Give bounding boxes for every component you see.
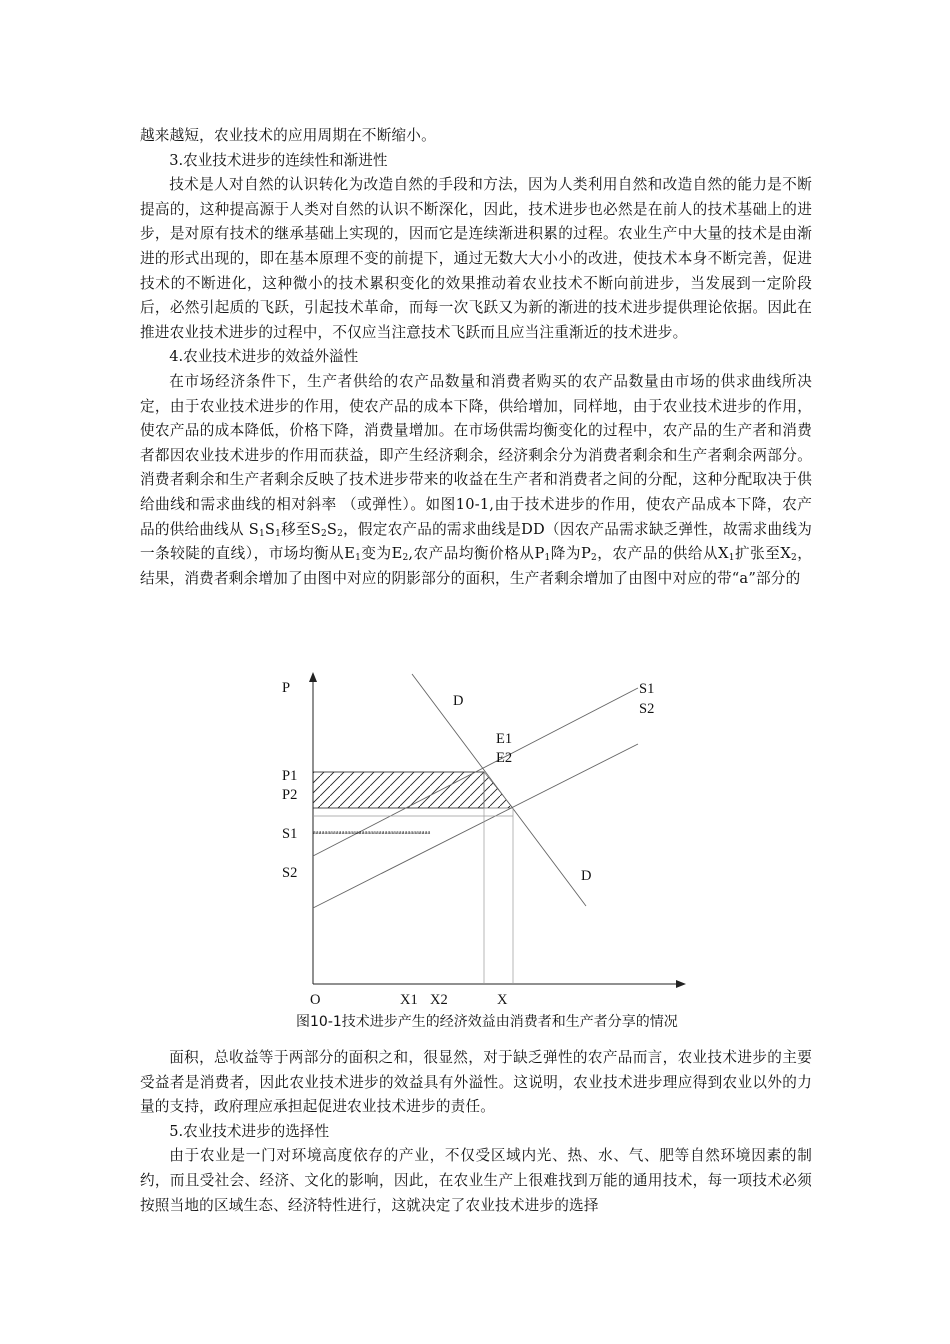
paragraph: 由于农业是一门对环境高度依存的产业，不仅受区域内光、热、水、气、肥等自然环境因素的制约，而且受社会、经济、文化的影响，因此，在农业生产上很难找到万能的通用技术，每一项技术必须按照当地的区域生态、经济特性进行，这就决定了农业技术进步的选择: [140, 1147, 812, 1214]
paragraph: 越来越短，农业技术的应用周期在不断缩小。: [140, 127, 436, 144]
section-heading: 5.农业技术进步的选择性: [169, 1122, 330, 1140]
label-p-axis: P: [282, 680, 291, 696]
section-heading: 4.农业技术进步的效益外溢性: [169, 348, 359, 366]
label-x-axis: X: [497, 992, 508, 1008]
label-x1: X1: [400, 992, 418, 1008]
figure-svg: [270, 666, 700, 1008]
label-e1: E1: [496, 731, 513, 747]
paragraph: 技术是人对自然的认识转化为改造自然的手段和方法，因为人类利用自然和改造自然的能力是不断提高的，这种提高源于人类对自然的认识不断深化，因此，技术进步也必然是在前人的技术基础上的进步，是对原有技术的继承基础上实现的，因而它是连续渐进积累的过程。农业生产中大量的技术是由渐进的形式出现的，即在基本原理不变的前提下，通过无数大大小小的改进，使技术本身不断完善，促进技术的不断进化，这种微小的技术累积变化的效果推动着农业技术不断向前进步，当发展到一定阶段后，必然引起质的飞跃，引起技术革命，而每一次飞跃又为新的渐进的技术进步提供理论依据。因此在推进农业技术进步的过程中，不仅应当注意技术飞跃而且应当注重渐近的技术进步。: [140, 176, 812, 341]
label-d-bottom: D: [581, 868, 592, 884]
label-e2: E2: [496, 750, 513, 766]
label-s1-top: S1: [639, 681, 655, 697]
y-axis-arrow: [309, 672, 317, 682]
label-s1-left: S1: [282, 826, 298, 842]
x-axis-arrow: [676, 980, 686, 988]
label-p2: P2: [282, 787, 298, 803]
label-origin: O: [310, 992, 321, 1008]
supply-demand-figure: [270, 666, 700, 1008]
paragraph: 面积，总收益等于两部分的面积之和，很显然，对于缺乏弹性的农产品而言，农业技术进步的主要受益者是消费者，因此农业技术进步的效益具有外溢性。这说明，农业技术进步理应得到农业以外的力量的支持，政府理应承担起促进农业技术进步的责任。: [140, 1049, 812, 1116]
label-x2: X2: [430, 992, 448, 1008]
label-d-top: D: [453, 693, 464, 709]
label-s2-top: S2: [639, 701, 655, 717]
label-s2-left: S2: [282, 865, 298, 881]
figure-caption: 图10-1技术进步产生的经济效益由消费者和生产者分享的情况: [296, 1014, 678, 1030]
consumer-surplus-area: [313, 772, 484, 808]
section-heading: 3.农业技术进步的连续性和渐进性: [169, 151, 388, 169]
label-p1: P1: [282, 768, 298, 784]
text-block-bottom: [140, 1046, 812, 1218]
producer-surplus-marks: aaaaaaaaaaaaaaaaaaaaaaaaaaaaaaaaaaaaaaaaa: [313, 830, 431, 836]
text-block-top: [140, 124, 812, 591]
paragraph: 在市场经济条件下，生产者供给的农产品数量和消费者购买的农产品数量由市场的供求曲线所决定，由于农业技术进步的作用，使农产品的成本下降，供给增加，同样地，由于农业技术进步的作用，使农产品的成本降低，价格下降，消费量增加。在市场供需均衡变化的过程中，农产品的生产者和消费者都因农业技术进步的作用而获益，即产生经济剩余，经济剩余分为消费者剩余和生产者剩余两部分。消费者剩余和生产者剩余反映了技术进步带来的收益在生产者和消费者之间的分配，这种分配取决于供给曲线和需求曲线的相对斜率 （或弹性）。如图10-1,由于技术进步的作用，使农产品成本下降，农产品的供给曲线从 $S_1S_1$移至$S_2S_2$，假定农产品的需求曲线是DD（因农产品需求缺乏弹性，故需求曲线为一条较陡的直线），市场均衡从$E_1$变为$E_2$,农产品均衡价格从$P_1$降为$P_2$，农产品的供给从$X_1$扩张至$X_2$，结果，消费者剩余增加了由图中对应的阴影部分的面积，生产者剩余增加了由图中对应的带“a”部分的: [140, 372, 812, 587]
